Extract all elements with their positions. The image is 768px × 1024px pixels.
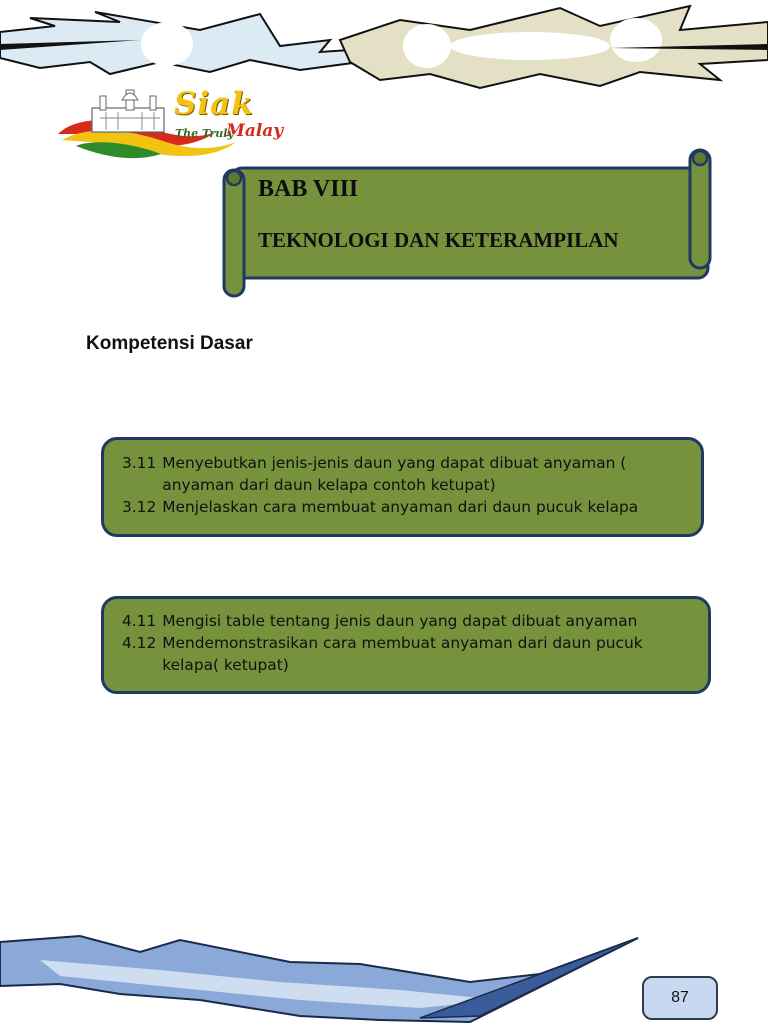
competency-number: 4.12: [122, 634, 157, 652]
chapter-title: TEKNOLOGI DAN KETERAMPILAN: [258, 228, 619, 252]
competency-text: [162, 632, 690, 676]
competency-text: [162, 452, 683, 496]
competency-item: [122, 452, 683, 496]
competency-line: Mendemonstrasikan cara membuat anyaman dari daun pucuk: [162, 634, 643, 652]
competency-item: [122, 610, 690, 632]
page-number-badge: 87: [642, 976, 718, 1020]
competency-text: [162, 610, 690, 632]
competency-line: Mengisi table tentang jenis daun yang dapat dibuat anyaman: [162, 612, 638, 630]
competency-item: [122, 496, 683, 518]
competency-line: kelapa( ketupat): [162, 656, 289, 674]
chapter-banner: [220, 146, 720, 302]
competency-line: Menjelaskan cara membuat anyaman dari daun pucuk kelapa: [162, 498, 639, 516]
top-decorative-banner: [0, 0, 768, 92]
logo-title: Siak: [174, 86, 254, 122]
scroll-shape: [220, 146, 720, 302]
competency-number: 4.11: [122, 612, 157, 630]
competency-box-skills: [101, 596, 711, 694]
logo-tagline: The Truly: [175, 127, 234, 140]
competency-text: [162, 496, 683, 518]
logo-tagline-accent: Malay: [226, 121, 284, 141]
competency-box-knowledge: [101, 437, 704, 537]
competency-number: 3.11: [122, 454, 157, 472]
bottom-decorative-banner: [0, 930, 640, 1024]
competency-line: Menyebutkan jenis-jenis daun yang dapat dibuat anyaman (: [162, 454, 627, 472]
section-heading: Kompetensi Dasar: [86, 333, 253, 354]
competency-line: anyaman dari daun kelapa contoh ketupat): [162, 476, 496, 494]
chapter-number: BAB VIII: [258, 176, 359, 202]
competency-item: [122, 632, 690, 676]
competency-number: 3.12: [122, 498, 157, 516]
